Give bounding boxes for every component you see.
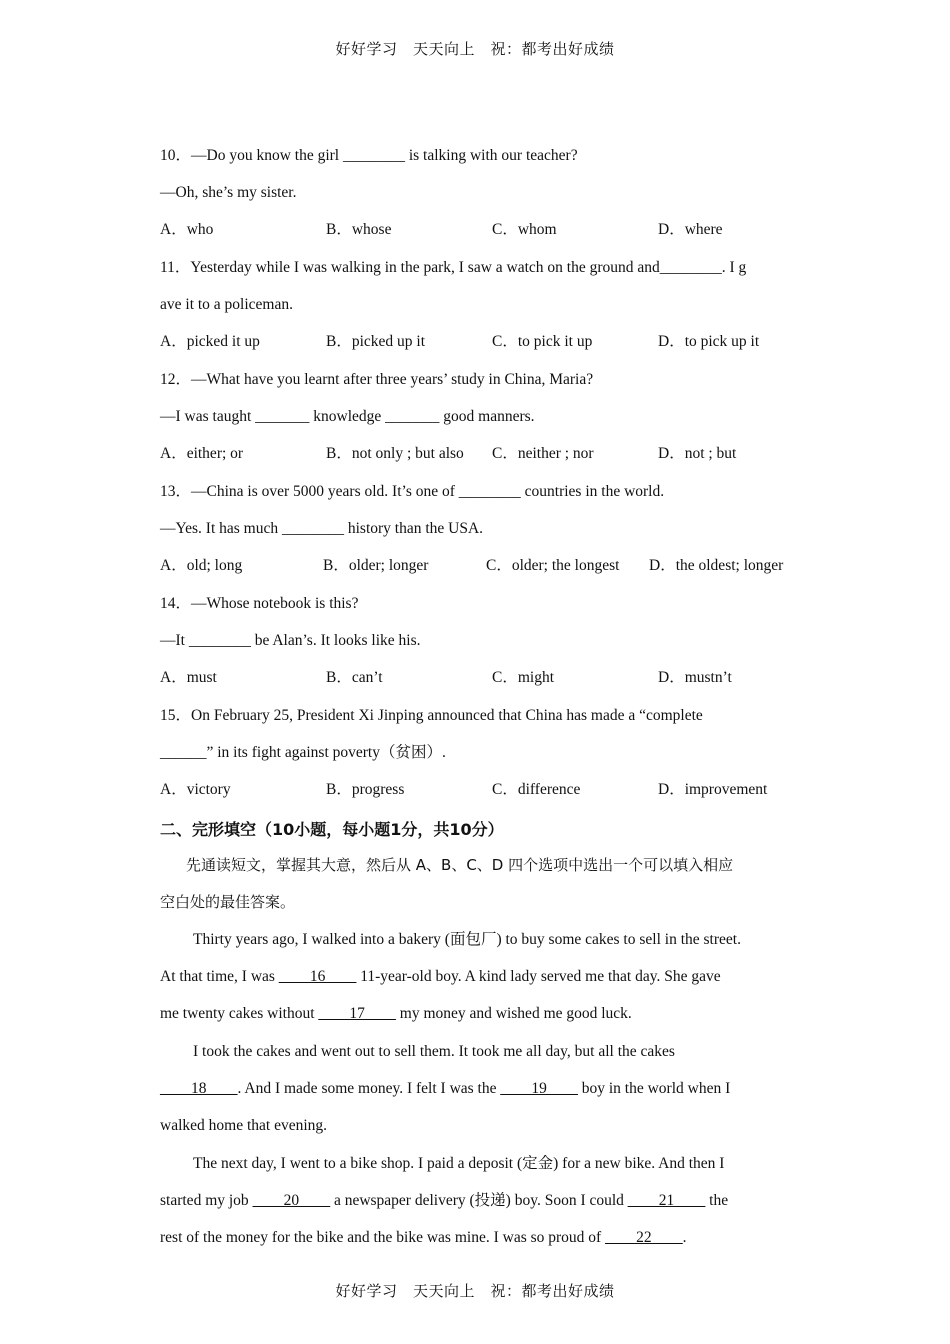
option-d: D．where [658, 221, 723, 238]
passage-line-5: ____18____. And I made some money. I felt I was the ____19____ boy in the world when I [160, 1080, 731, 1097]
option-d: D．not ; but [658, 445, 737, 462]
page-footer: 好好学习 天天向上 祝：都考出好成绩 [335, 1282, 615, 1300]
option-d: D．the oldest; longer [649, 557, 784, 574]
option-a: A．picked it up [160, 333, 260, 350]
passage-line-1: Thirty years ago, I walked into a bakery (面包厂) to buy some cakes to sell in the street. [193, 931, 741, 948]
option-a: A．old; long [160, 557, 243, 574]
question-10-stem: 10．—Do you know the girl ________ is talking with our teacher? [160, 147, 578, 164]
passage-line-7: The next day, I went to a bike shop. I paid a deposit (定金) for a new bike. And then I [193, 1155, 725, 1172]
option-c: C．neither ; nor [492, 445, 594, 462]
blank-17: ____17____ [318, 1005, 396, 1022]
option-c: C．difference [492, 781, 581, 798]
question-13-stem: 13．—China is over 5000 years old. It’s one of ________ countries in the world. [160, 483, 665, 500]
question-11-stem-cont: ave it to a policeman. [160, 296, 293, 313]
question-13-reply: —Yes. It has much ________ history than the USA. [160, 520, 484, 537]
option-a: A．must [160, 669, 217, 686]
option-c: C．older; the longest [486, 557, 620, 574]
option-b: B．can’t [326, 669, 383, 686]
option-c: C．to pick it up [492, 333, 593, 350]
passage-line-6: walked home that evening. [160, 1117, 328, 1134]
blank-19: ____19____ [500, 1080, 578, 1097]
blank-18: ____18____ [160, 1080, 238, 1097]
blank-22: ____22____ [605, 1229, 683, 1246]
option-b: B．picked up it [326, 333, 426, 350]
option-a: A．either; or [160, 445, 244, 462]
option-b: B．progress [326, 781, 405, 798]
option-c: C．whom [492, 221, 557, 238]
option-b: B．older; longer [323, 557, 429, 574]
question-15-stem-cont: ______” in its fight against poverty（贫困）. [160, 744, 446, 761]
option-a: A．who [160, 221, 214, 238]
option-d: D．to pick up it [658, 333, 760, 350]
passage-line-2: At that time, I was ____16____ 11-year-old boy. A kind lady served me that day. She gave [160, 968, 721, 985]
blank-21: ____21____ [627, 1192, 706, 1209]
blank-16: ____16____ [278, 968, 357, 985]
question-12-stem: 12．—What have you learnt after three years’ study in China, Maria? [160, 371, 594, 388]
passage-line-8: started my job ____20____ a newspaper delivery (投递) boy. Soon I could ____21____ the [160, 1192, 729, 1209]
section-instructions: 先通读短文，掌握其大意，然后从 A、B、C、D 四个选项中选出一个可以填入相应 [186, 856, 734, 874]
section-instructions-cont: 空白处的最佳答案。 [160, 893, 296, 911]
option-b: B．not only ; but also [326, 445, 464, 462]
option-d: D．mustn’t [658, 669, 732, 686]
question-12-reply: —I was taught _______ knowledge _______ good manners. [160, 408, 535, 425]
question-11-stem: 11．Yesterday while I was walking in the park, I saw a watch on the ground and________. I g [160, 259, 747, 276]
page-header: 好好学习 天天向上 祝：都考出好成绩 [335, 40, 615, 58]
question-15-stem: 15．On February 25, President Xi Jinping announced that China has made a “complete [160, 707, 703, 724]
passage-line-9: rest of the money for the bike and the bike was mine. I was so proud of ____22____. [160, 1229, 687, 1246]
option-c: C．might [492, 669, 555, 686]
section-title: 二、完形填空（10小题，每小题1分，共10分） [160, 820, 504, 839]
passage-line-3: me twenty cakes without ____17____ my money and wished me good luck. [160, 1005, 632, 1022]
blank-20: ____20____ [252, 1192, 331, 1209]
option-a: A．victory [160, 781, 231, 798]
question-14-reply: —It ________ be Alan’s. It looks like his. [160, 632, 421, 649]
option-b: B．whose [326, 221, 392, 238]
question-14-stem: 14．—Whose notebook is this? [160, 595, 359, 612]
passage-line-4: I took the cakes and went out to sell them. It took me all day, but all the cakes [193, 1043, 675, 1060]
option-d: D．improvement [658, 781, 768, 798]
question-10-reply: —Oh, she’s my sister. [160, 184, 297, 201]
